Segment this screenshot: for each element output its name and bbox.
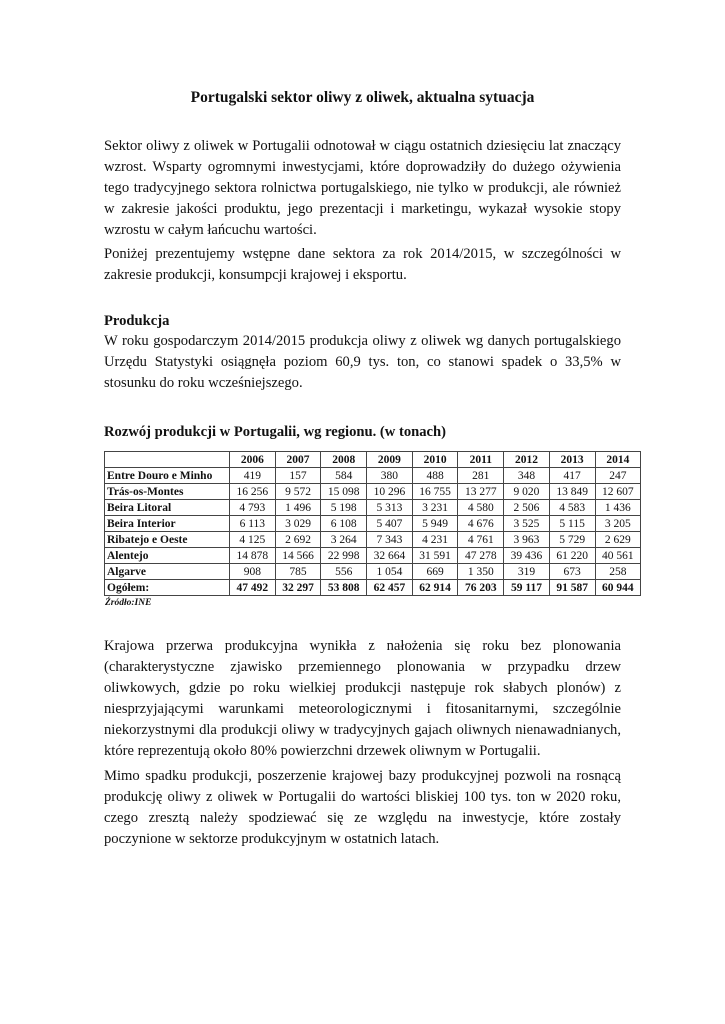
- year-header-2014: 2014: [595, 452, 641, 468]
- year-header-2010: 2010: [412, 452, 458, 468]
- production-value: 5 198: [321, 500, 367, 516]
- production-value: 908: [230, 564, 276, 580]
- production-value: 14 566: [275, 548, 321, 564]
- production-value: 15 098: [321, 484, 367, 500]
- table-row: [105, 548, 641, 564]
- year-header-2013: 2013: [549, 452, 595, 468]
- production-value: 4 676: [458, 516, 504, 532]
- after-paragraph-2: Mimo spadku produkcji, poszerzenie krajowej bazy produkcyjnej pozwoli na rosnącą produkcję oliwy z oliwek w Portugalii do wartości bliskiej 100 tys. ton w 2020 roku, czego zresztą należy spodziewać się ze względu na inwestycje, które zostały poczynione w sektorze produkcyjnym w ostatnich latach.: [104, 768, 621, 847]
- section-heading-produkcja: Produkcja: [104, 313, 170, 329]
- production-value: 5 407: [367, 516, 413, 532]
- total-label: Ogółem:: [105, 580, 230, 596]
- table-row: [105, 500, 641, 516]
- total-value: 59 117: [504, 580, 550, 596]
- production-value: 13 277: [458, 484, 504, 500]
- total-value: 60 944: [595, 580, 641, 596]
- year-header-2009: 2009: [367, 452, 413, 468]
- production-value: 3 963: [504, 532, 550, 548]
- production-value: 1 436: [595, 500, 641, 516]
- production-value: 31 591: [412, 548, 458, 564]
- production-value: 4 231: [412, 532, 458, 548]
- region-name: Beira Litoral: [105, 500, 230, 516]
- table-row: [105, 468, 641, 484]
- production-value: 556: [321, 564, 367, 580]
- region-name: Trás-os-Montes: [105, 484, 230, 500]
- total-value: 53 808: [321, 580, 367, 596]
- production-value: 5 729: [549, 532, 595, 548]
- year-header-2006: 2006: [230, 452, 276, 468]
- total-value: 76 203: [458, 580, 504, 596]
- production-value: 4 761: [458, 532, 504, 548]
- production-value: 10 296: [367, 484, 413, 500]
- document-title: Portugalski sektor oliwy z oliwek, aktualna sytuacja: [190, 89, 535, 106]
- production-value: 348: [504, 468, 550, 484]
- production-value: 6 113: [230, 516, 276, 532]
- production-value: 3 205: [595, 516, 641, 532]
- production-value: 5 115: [549, 516, 595, 532]
- production-table: [104, 451, 641, 596]
- table-body: [105, 468, 641, 596]
- production-value: 13 849: [549, 484, 595, 500]
- total-value: 62 457: [367, 580, 413, 596]
- intro-paragraph-1: Sektor oliwy z oliwek w Portugalii odnotował w ciągu ostatnich dziesięciu lat znaczący wzrost. Wsparty ogromnymi inwestycjami, które doprowadziły do dużego ożywienia tego tradycyjnego sektora rolnictwa portugalskiego, nie tylko w produkcji, ale również w zakresie jakości produktu, jego prezentacji i marketingu, wykazał wysokie stopy wzrostu w całym łańcuchu wartości.: [104, 138, 621, 238]
- year-header-2008: 2008: [321, 452, 367, 468]
- production-value: 281: [458, 468, 504, 484]
- production-value: 419: [230, 468, 276, 484]
- production-value: 247: [595, 468, 641, 484]
- production-value: 40 561: [595, 548, 641, 564]
- production-value: 6 108: [321, 516, 367, 532]
- production-value: 785: [275, 564, 321, 580]
- production-value: 9 020: [504, 484, 550, 500]
- year-header-2011: 2011: [458, 452, 504, 468]
- section-paragraph-produkcja: W roku gospodarczym 2014/2015 produkcja oliwy z oliwek wg danych portugalskiego Urzędu Statystyki osiągnęła poziom 60,9 tys. ton, co stanowi spadek o 33,5% w stosunku do roku wcześniejszego.: [104, 333, 621, 391]
- production-value: 16 755: [412, 484, 458, 500]
- production-value: 4 583: [549, 500, 595, 516]
- region-name: Beira Interior: [105, 516, 230, 532]
- total-value: 47 492: [230, 580, 276, 596]
- year-header-2007: 2007: [275, 452, 321, 468]
- production-value: 157: [275, 468, 321, 484]
- production-value: 4 125: [230, 532, 276, 548]
- after-paragraph-1: Krajowa przerwa produkcyjna wynikła z nałożenia się roku bez plonowania (charakterystyczne zjawisko przemiennego plonowania w przypadku drzew oliwkowych, gdzie po roku wielkiej produkcji następuje rok słabych plonów) z niesprzyjającymi warunkami meteorologicznymi i fitosanitarnymi, szczególnie niekorzystnymi dla produkcji oliwy w tradycyjnych gajach oliwnych nienawadnianych, które reprezentują około 80% powierzchni drzewek oliwnym w Portugalii.: [104, 638, 621, 759]
- production-value: 319: [504, 564, 550, 580]
- total-value: 32 297: [275, 580, 321, 596]
- production-value: 7 343: [367, 532, 413, 548]
- production-value: 5 949: [412, 516, 458, 532]
- production-value: 12 607: [595, 484, 641, 500]
- production-value: 14 878: [230, 548, 276, 564]
- production-value: 3 264: [321, 532, 367, 548]
- table-title: Rozwój produkcji w Portugalii, wg regionu. (w tonach): [104, 424, 447, 440]
- production-value: 32 664: [367, 548, 413, 564]
- table-row: [105, 516, 641, 532]
- production-value: 2 506: [504, 500, 550, 516]
- production-value: 5 313: [367, 500, 413, 516]
- table-header-row: [105, 452, 641, 468]
- year-header-2012: 2012: [504, 452, 550, 468]
- region-name: Algarve: [105, 564, 230, 580]
- production-value: 417: [549, 468, 595, 484]
- production-value: 1 350: [458, 564, 504, 580]
- production-value: 669: [412, 564, 458, 580]
- production-value: 1 496: [275, 500, 321, 516]
- table-row: [105, 532, 641, 548]
- production-value: 2 692: [275, 532, 321, 548]
- production-value: 3 029: [275, 516, 321, 532]
- production-value: 47 278: [458, 548, 504, 564]
- total-value: 62 914: [412, 580, 458, 596]
- table-row: [105, 564, 641, 580]
- production-value: 258: [595, 564, 641, 580]
- production-value: 16 256: [230, 484, 276, 500]
- production-value: 39 436: [504, 548, 550, 564]
- table-source: Źródło:INE: [105, 598, 152, 608]
- table-total-row: [105, 580, 641, 596]
- production-value: 2 629: [595, 532, 641, 548]
- production-value: 4 580: [458, 500, 504, 516]
- production-value: 61 220: [549, 548, 595, 564]
- production-value: 380: [367, 468, 413, 484]
- production-value: 488: [412, 468, 458, 484]
- region-name: Ribatejo e Oeste: [105, 532, 230, 548]
- region-name: Entre Douro e Minho: [105, 468, 230, 484]
- total-value: 91 587: [549, 580, 595, 596]
- production-value: 673: [549, 564, 595, 580]
- production-value: 9 572: [275, 484, 321, 500]
- production-value: 3 231: [412, 500, 458, 516]
- production-value: 3 525: [504, 516, 550, 532]
- region-name: Alentejo: [105, 548, 230, 564]
- production-value: 584: [321, 468, 367, 484]
- production-value: 4 793: [230, 500, 276, 516]
- production-value: 1 054: [367, 564, 413, 580]
- intro-paragraph-2: Poniżej prezentujemy wstępne dane sektora za rok 2014/2015, w szczególności w zakresie produkcji, konsumpcji krajowej i eksportu.: [104, 246, 621, 283]
- table-corner-cell: [105, 452, 230, 468]
- table-row: [105, 484, 641, 500]
- production-value: 22 998: [321, 548, 367, 564]
